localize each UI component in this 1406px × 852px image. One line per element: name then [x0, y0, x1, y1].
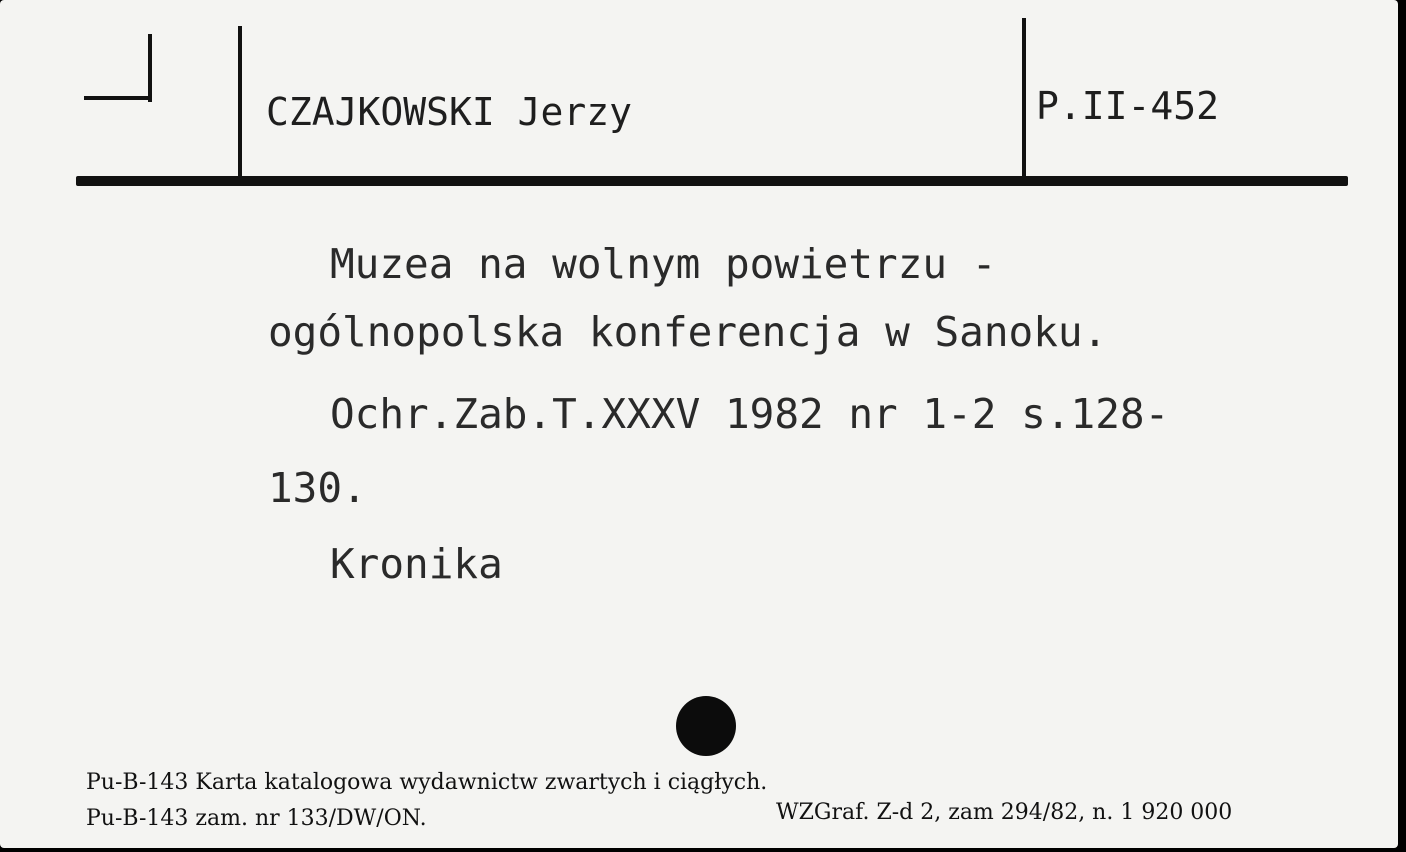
title-line-1: Muzea na wolnym powietrzu -: [330, 240, 997, 288]
call-number: P.II-452: [1036, 84, 1220, 128]
author-heading: CZAJKOWSKI Jerzy: [266, 90, 633, 134]
form-description: Pu-B-143 Karta katalogowa wydawnictw zwartych i ciągłych.: [86, 770, 768, 795]
header-divider-left: [238, 26, 242, 182]
section-label: Kronika: [330, 540, 503, 588]
punch-hole: [676, 696, 736, 756]
corner-mark-vertical: [148, 34, 152, 102]
title-line-2: ogólnopolska konferencja w Sanoku.: [268, 308, 1108, 356]
corner-mark-horizontal: [84, 96, 152, 100]
header-divider-right: [1022, 18, 1026, 178]
order-number: Pu-B-143 zam. nr 133/DW/ON.: [86, 806, 427, 831]
printer-info: WZGraf. Z-d 2, zam 294/82, n. 1 920 000: [776, 800, 1233, 825]
source-line-2: 130.: [268, 464, 367, 512]
source-line-1: Ochr.Zab.T.XXXV 1982 nr 1-2 s.128-: [330, 390, 1170, 438]
header-rule: [76, 176, 1348, 186]
